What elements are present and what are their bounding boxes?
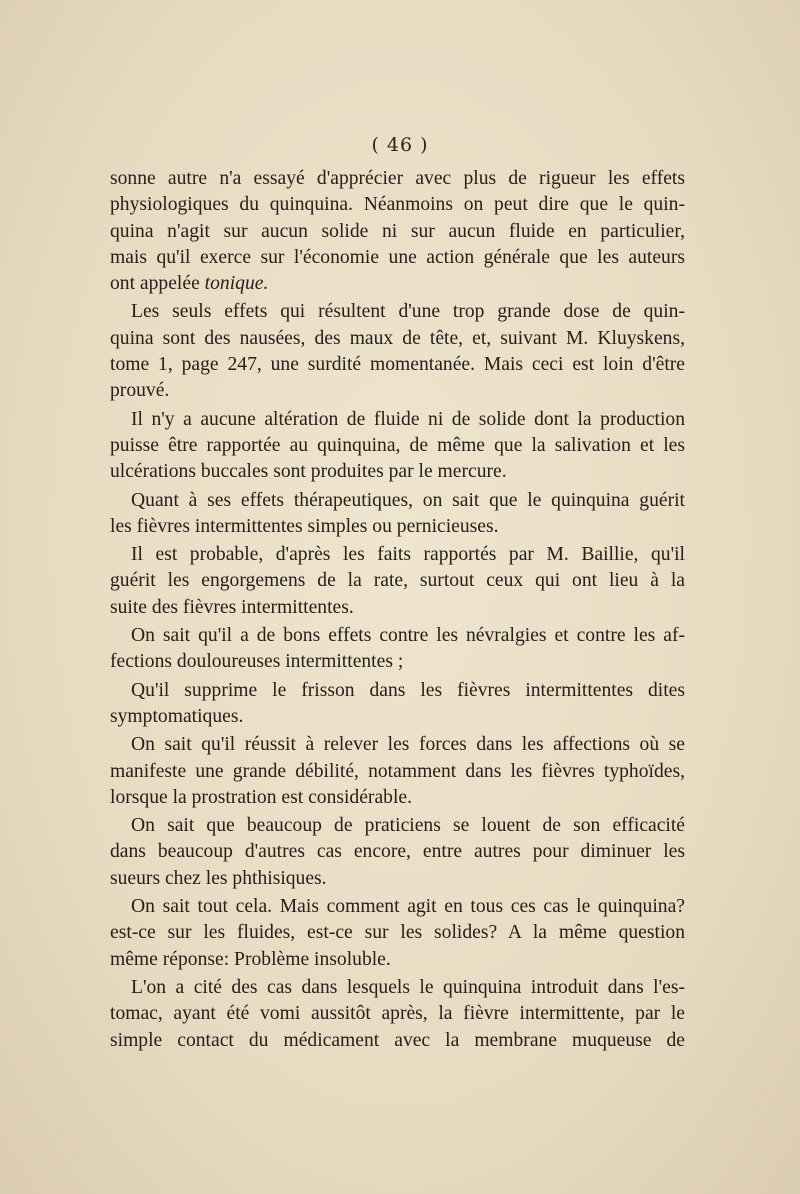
text-line: tomac, ayant été vomi aussitôt après, la fièvre intermittente, par le (110, 1003, 685, 1025)
text-line: quina n'agit sur aucun solide ni sur aucun fluide en particulier, (110, 220, 685, 242)
text-line: mais qu'il exerce sur l'économie une action générale que les auteurs (110, 246, 685, 268)
paragraph (110, 813, 685, 892)
text-line: symptomatiques. (110, 705, 244, 727)
text-line: On sait qu'il réussit à relever les forces dans les affections où se (131, 734, 685, 756)
text-line: fections douloureuses intermittentes ; (110, 651, 404, 673)
italic-term: tonique. (204, 273, 269, 295)
paragraph (110, 623, 685, 676)
text-line: Quant à ses effets thérapeutiques, on sait que le quinquina guérit (131, 489, 685, 511)
text-line: ulcérations buccales sont produites par le mercure. (110, 461, 507, 483)
paragraph (110, 732, 685, 811)
text-line: physiologiques du quinquina. Néanmoins on peut dire que le quin- (110, 194, 685, 216)
body-text (110, 166, 685, 1054)
paragraph (110, 407, 685, 486)
text-fragment: ont appelée (110, 273, 205, 295)
text-line: prouvé. (110, 380, 170, 402)
text-line: L'on a cité des cas dans lesquels le quinquina introduit dans l'es- (131, 976, 685, 998)
text-line: On sait tout cela. Mais comment agit en tous ces cas le quinquina? (131, 896, 685, 918)
paragraph (110, 894, 685, 973)
text-line (110, 271, 685, 297)
text-line: simple contact du médicament avec la membrane muqueuse de (110, 1029, 685, 1051)
paragraph (110, 488, 685, 541)
text-line: est-ce sur les fluides, est-ce sur les solides? A la même question (110, 922, 685, 944)
paragraph (110, 975, 685, 1054)
paragraph (110, 542, 685, 621)
text-line: On sait que beaucoup de praticiens se louent de son efficacité (131, 815, 685, 837)
text-line: Il n'y a aucune altération de fluide ni de solide dont la production (131, 408, 685, 430)
text-line: Il est probable, d'après les faits rapportés par M. Baillie, qu'il (131, 544, 685, 566)
text-line: On sait qu'il a de bons effets contre les névralgies et contre les af- (131, 625, 685, 647)
page-number: ( 46 ) (371, 134, 429, 156)
text-line: Les seuls effets qui résultent d'une trop grande dose de quin- (131, 301, 685, 323)
text-line: tome 1, page 247, une surdité momentanée. Mais ceci est loin d'être (110, 354, 685, 376)
text-line: manifeste une grande débilité, notamment dans les fièvres typhoïdes, (110, 760, 685, 782)
text-line: quina sont des nausées, des maux de tête, et, suivant M. Kluyskens, (110, 327, 685, 349)
text-line: dans beaucoup d'autres cas encore, entre autres pour diminuer les (110, 841, 685, 863)
text-line: Qu'il supprime le frisson dans les fièvres intermittentes dites (131, 679, 685, 701)
text-line: sonne autre n'a essayé d'apprécier avec plus de rigueur les effets (110, 168, 685, 189)
text-line: suite des fièvres intermittentes. (110, 596, 354, 618)
text-line: les fièvres intermittentes simples ou pernicieuses. (110, 515, 499, 537)
text-line: sueurs chez les phthisiques. (110, 867, 327, 889)
paragraph (110, 299, 685, 404)
text-line: même réponse: Problème insoluble. (110, 948, 391, 970)
paragraph (110, 678, 685, 731)
text-line: lorsque la prostration est considérable. (110, 786, 412, 808)
text-line: guérit les engorgemens de la rate, surtout ceux qui ont lieu à la (110, 570, 685, 592)
text-line: puisse être rapportée au quinquina, de même que la salivation et les (110, 434, 685, 456)
paragraph (110, 166, 685, 297)
